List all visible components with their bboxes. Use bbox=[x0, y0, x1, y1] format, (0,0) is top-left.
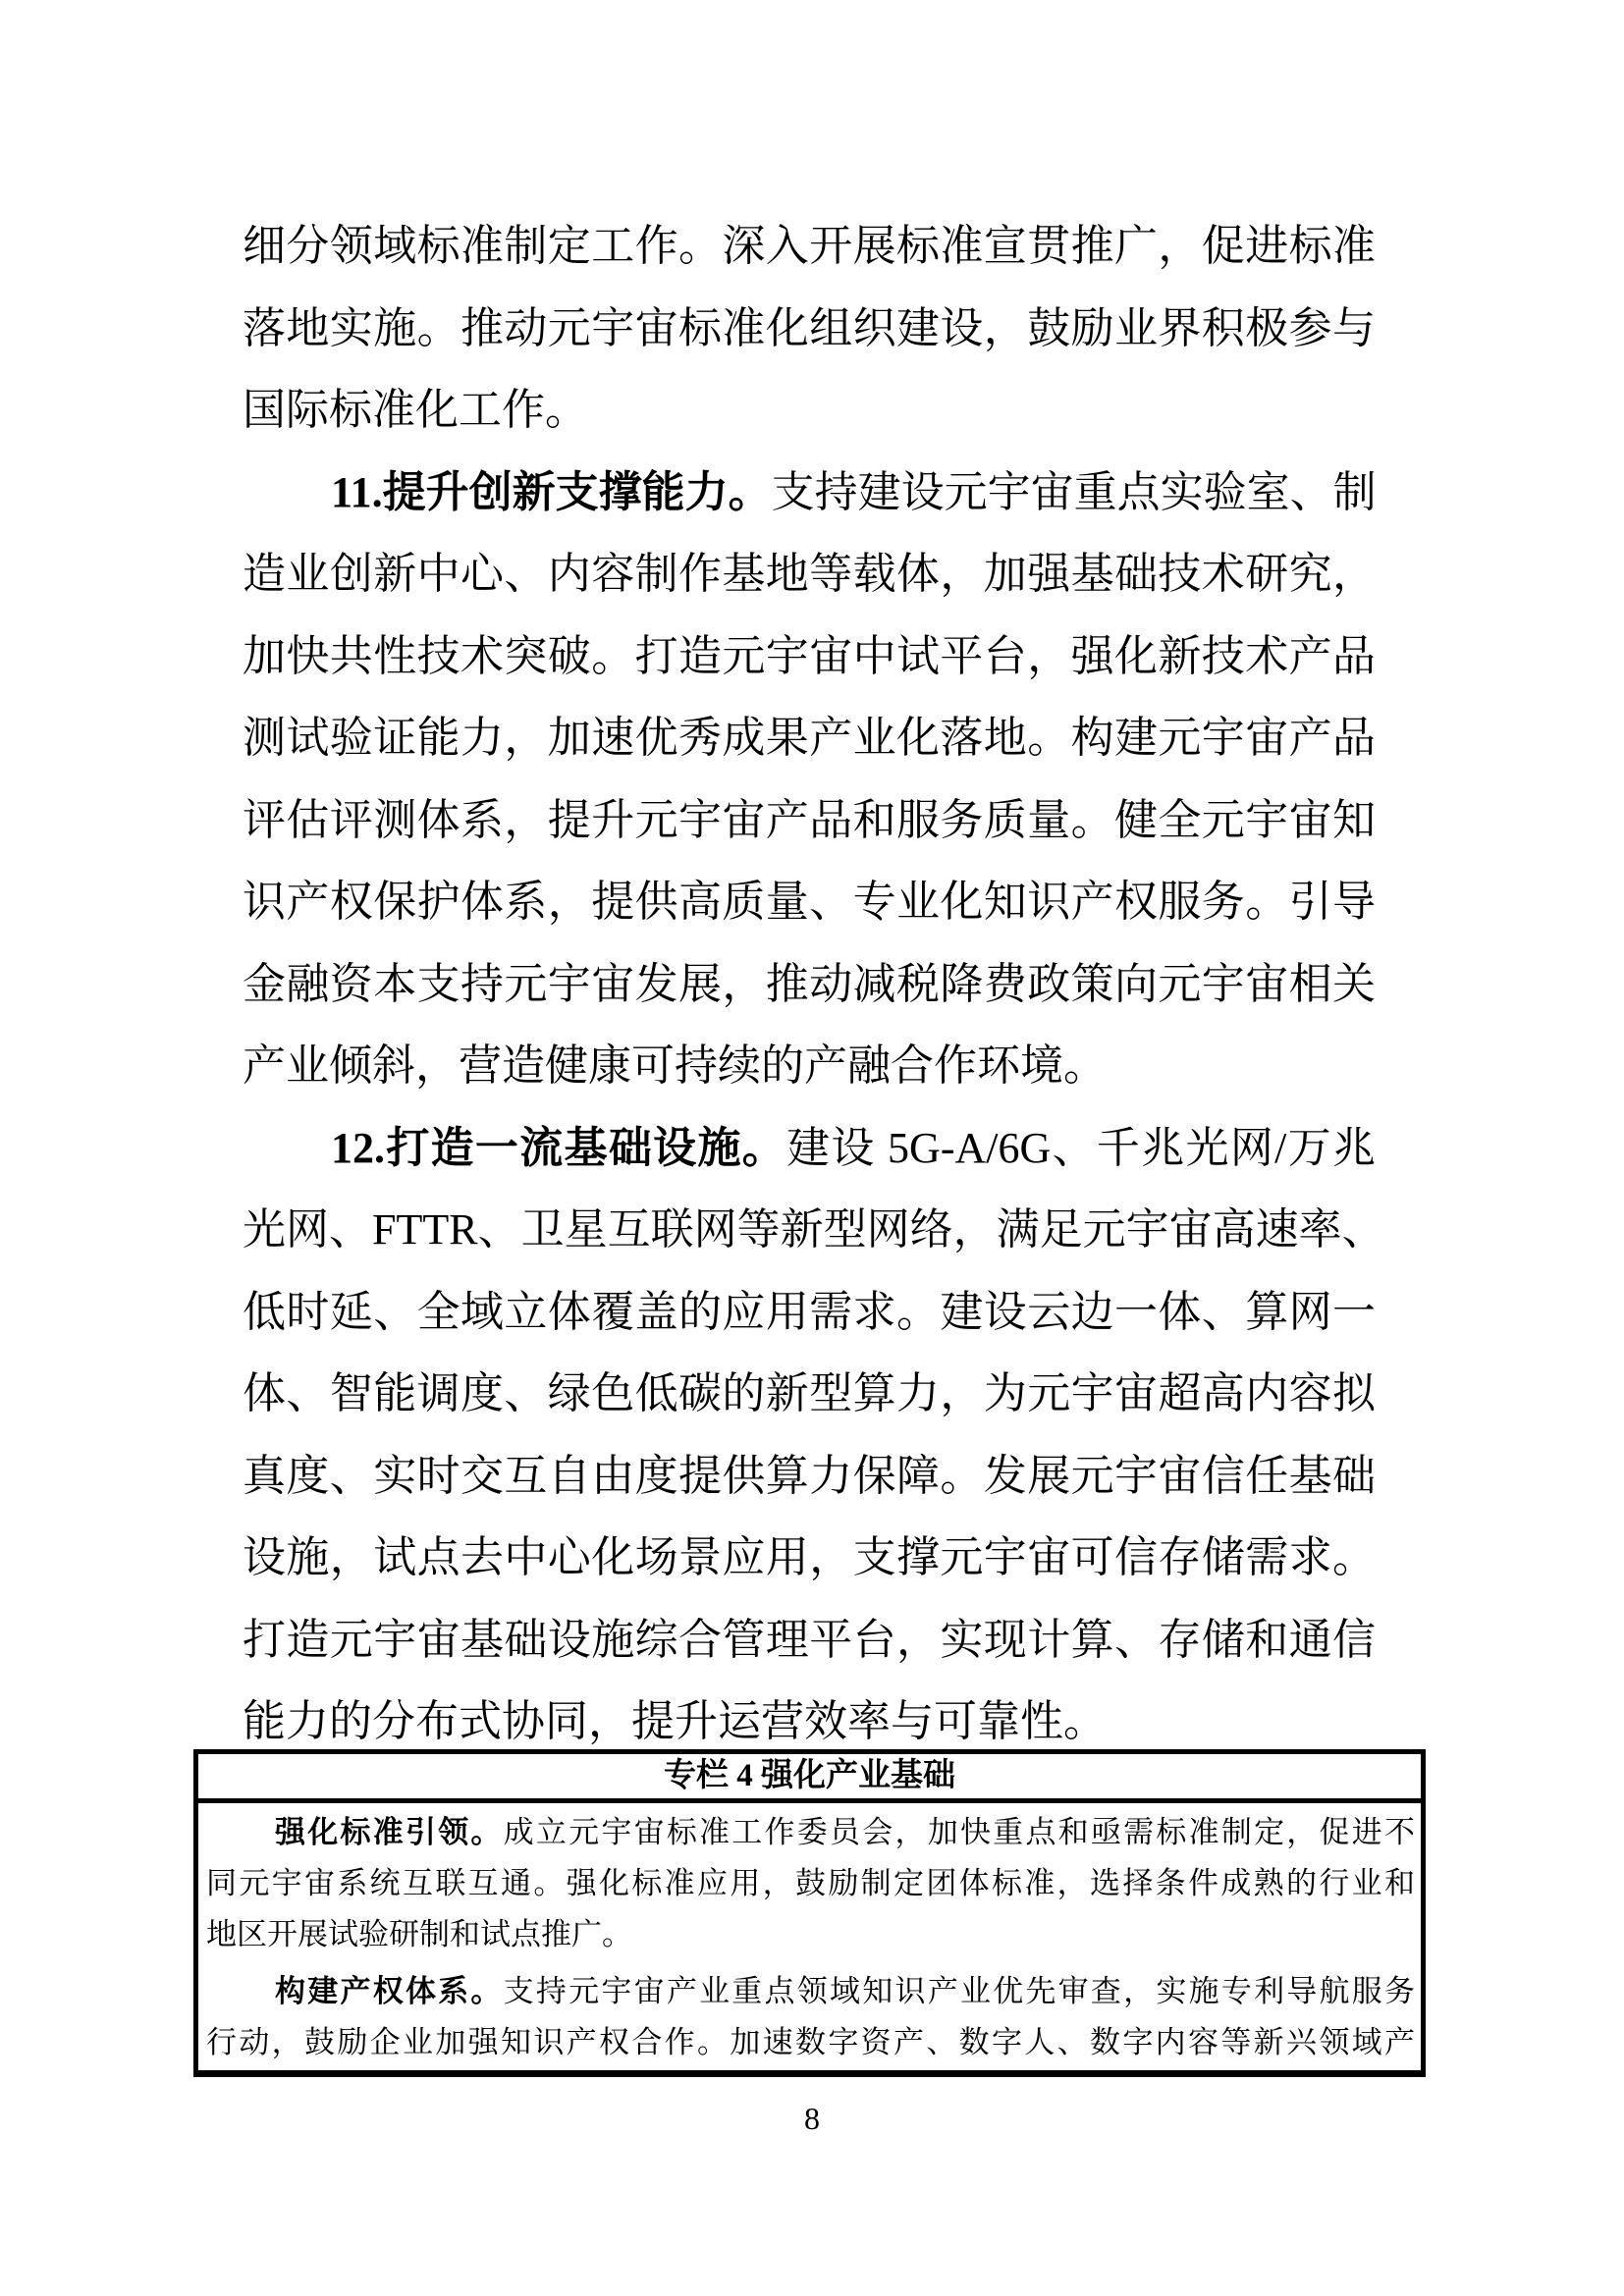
text-run: 成立元宇宙标准工作委员会，加快重点和亟需标准制定，促进不 bbox=[503, 1815, 1416, 1849]
text-run: 设施，试点去中心化场景应用，支撑元宇宙可信存储需求。 bbox=[243, 1533, 1376, 1581]
text-run: 行动，鼓励企业加强知识产权合作。加速数字资产、数字人、数字内容等新兴领域产 bbox=[206, 2025, 1415, 2059]
body-line bbox=[243, 369, 1376, 452]
body-line bbox=[243, 861, 1376, 943]
text-run: 体、智能调度、绿色低碳的新型算力，为元宇宙超高内容拟 bbox=[243, 1369, 1376, 1417]
panel-line bbox=[206, 1858, 1415, 1909]
body-line bbox=[243, 452, 1376, 534]
panel-line bbox=[206, 2017, 1415, 2068]
body-text bbox=[243, 205, 1385, 1763]
text-run: 同元宇宙系统互联互通。强化标准应用，鼓励制定团体标准，选择条件成熟的行业和 bbox=[206, 1866, 1415, 1900]
text-run: 评估评测体系，提升元宇宙产品和服务质量。健全元宇宙知 bbox=[243, 795, 1376, 844]
body-line bbox=[243, 1353, 1376, 1435]
text-run: 支持元宇宙产业重点领域知识产业优先审查，实施专利导航服务 bbox=[503, 1974, 1416, 2008]
body-line bbox=[243, 1271, 1376, 1354]
body-line bbox=[243, 288, 1376, 370]
body-line bbox=[243, 1189, 1385, 1271]
panel-line bbox=[206, 1807, 1415, 1858]
body-line bbox=[243, 533, 1376, 615]
body-line bbox=[243, 205, 1376, 288]
text-run: 地区开展试验研制和试点推广。 bbox=[206, 1917, 632, 1951]
text-run: 细分领域标准制定工作。深入开展标准宣贯推广，促进标准 bbox=[243, 222, 1376, 270]
text-run: 测试验证能力，加速优秀成果产业化落地。构建元宇宙产品 bbox=[243, 714, 1376, 762]
body-line bbox=[243, 1435, 1376, 1518]
text-run: 造业创新中心、内容制作基地等载体，加强基础技术研究， bbox=[243, 550, 1376, 598]
panel-body bbox=[198, 1803, 1421, 2068]
page-number: 8 bbox=[804, 2101, 820, 2136]
text-run: 国际标准化工作。 bbox=[243, 386, 588, 434]
body-line bbox=[243, 615, 1376, 698]
body-line bbox=[243, 697, 1376, 779]
bold-run: 构建产权体系。 bbox=[275, 1974, 504, 2008]
text-run: 产业倾斜，营造健康可持续的产融合作环境。 bbox=[243, 1041, 1107, 1090]
text-run: 建设 5G-A/6G、千兆光网/万兆 bbox=[786, 1123, 1376, 1172]
text-run: 识产权保护体系，提供高质量、专业化知识产权服务。引导 bbox=[243, 878, 1376, 926]
text-run: 支持建设元宇宙重点实验室、制 bbox=[771, 467, 1377, 516]
panel-line bbox=[206, 1966, 1415, 2017]
panel-line bbox=[206, 1909, 1415, 1960]
text-run: 加快共性技术突破。打造元宇宙中试平台，强化新技术产品 bbox=[243, 631, 1376, 680]
text-run: 光网、FTTR、卫星互联网等新型网络，满足元宇宙高速率、 bbox=[243, 1205, 1385, 1254]
body-line bbox=[243, 1517, 1376, 1599]
panel-title: 专栏 4 强化产业基础 bbox=[198, 1754, 1421, 1803]
bold-run: 11.提升创新支撑能力。 bbox=[331, 467, 772, 516]
panel-box bbox=[193, 1749, 1426, 2077]
text-run: 低时延、全域立体覆盖的应用需求。建设云边一体、算网一 bbox=[243, 1287, 1376, 1336]
body-line bbox=[243, 1599, 1376, 1682]
body-line bbox=[243, 779, 1376, 862]
text-run: 真度、实时交互自由度提供算力保障。发展元宇宙信任基础 bbox=[243, 1451, 1376, 1500]
text-run: 金融资本支持元宇宙发展，推动减税降费政策向元宇宙相关 bbox=[243, 959, 1376, 1008]
body-line bbox=[243, 1107, 1376, 1190]
body-line bbox=[243, 943, 1376, 1026]
text-run: 能力的分布式协同，提升运营效率与可靠性。 bbox=[243, 1697, 1107, 1745]
body-line bbox=[243, 1025, 1376, 1107]
bold-run: 强化标准引领。 bbox=[275, 1815, 504, 1849]
bold-run: 12.打造一流基础设施。 bbox=[331, 1123, 787, 1172]
text-run: 落地实施。推动元宇宙标准化组织建设，鼓励业界积极参与 bbox=[243, 303, 1376, 352]
text-run: 打造元宇宙基础设施综合管理平台，实现计算、存储和通信 bbox=[243, 1615, 1376, 1664]
